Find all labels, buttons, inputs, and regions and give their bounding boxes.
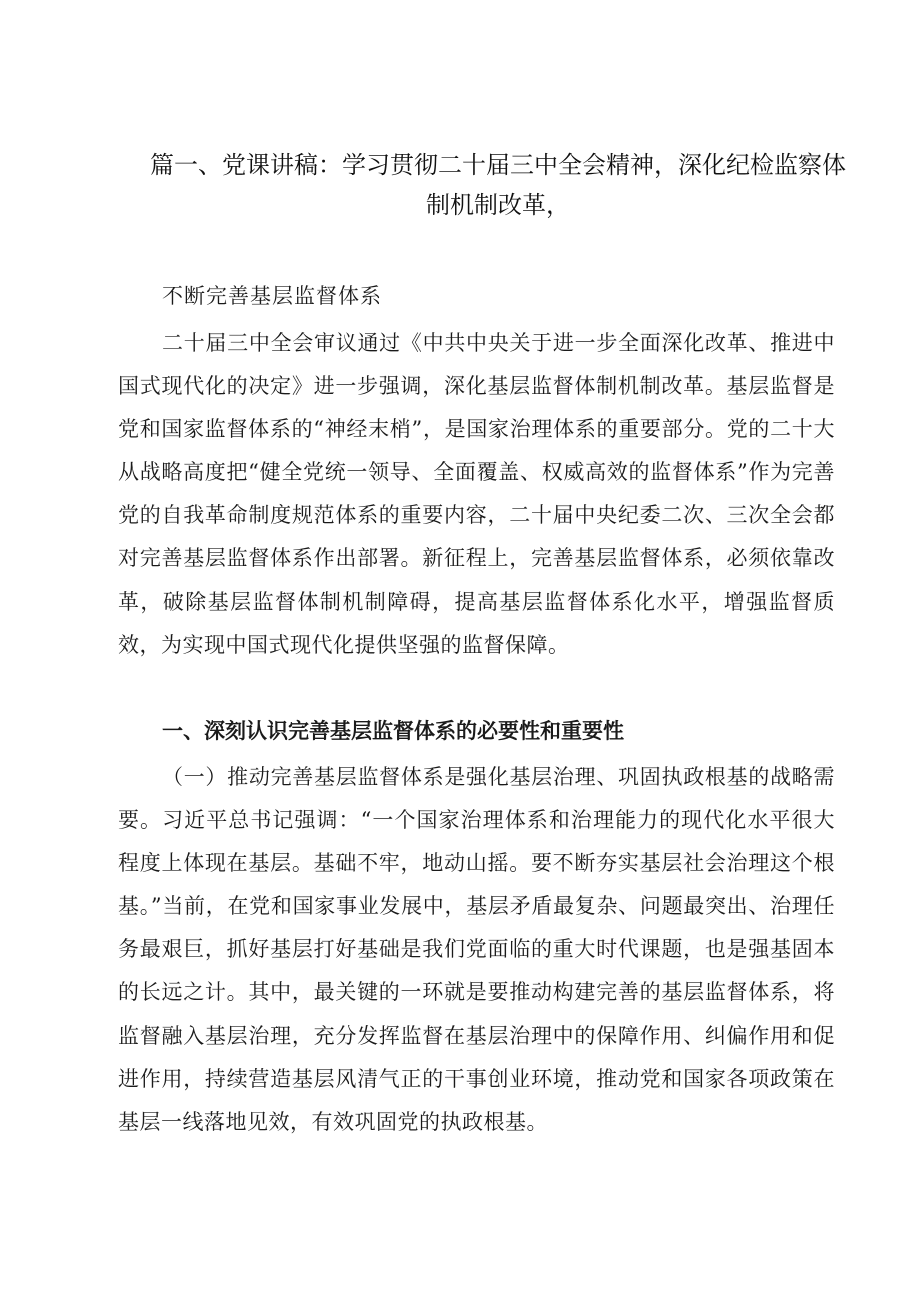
document-subtitle: 不断完善基层监督体系	[162, 284, 382, 308]
document-title-line-2: 制机制改革，	[426, 191, 570, 219]
body-paragraph-1: 二十届三中全会审议通过《中共中央关于进一步全面深化改革、推进中国式现代化的决定》进一步强调，深化基层监督体制机制改革。基层监督是党和国家监督体系的“神经末梢”，是国家治理体系的重要部分。党的二十大从战略高度把“健全党统一领导、全面覆盖、权威高效的监督体系”作为完善党的自我革命制度规范体系的重要内容，二十届中央纪委二次、三次全会都对完善基层监督体系作出部署。新征程上，完善基层监督体系，必须依靠改革，破除基层监督体制机制障碍，提高基层监督体系化水平，增强监督质效，为实现中国式现代化提供坚强的监督保障。	[118, 331, 835, 657]
document-title-line-1: 篇一、党课讲稿：学习贯彻二十届三中全会精神，深化纪检监察体	[150, 151, 846, 179]
body-paragraph-2: （一）推动完善基层监督体系是强化基层治理、巩固执政根基的战略需要。习近平总书记强调：“一个国家治理体系和治理能力的现代化水平很大程度上体现在基层。基础不牢，地动山摇。要不断夯实基层社会治理这个根基。”当前，在党和国家事业发展中，基层矛盾最复杂、问题最突出、治理任务最艰巨，抓好基层打好基础是我们党面临的重大时代课题，也是强基固本的长远之计。其中，最关键的一环就是要推动构建完善的基层监督体系，将监督融入基层治理，充分发挥监督在基层治理中的保障作用、纠偏作用和促进作用，持续营造基层风清气正的干事创业环境，推动党和国家各项政策在基层一线落地见效，有效巩固党的执政根基。	[118, 765, 835, 1134]
section-heading-1: 一、深刻认识完善基层监督体系的必要性和重要性	[162, 719, 624, 743]
